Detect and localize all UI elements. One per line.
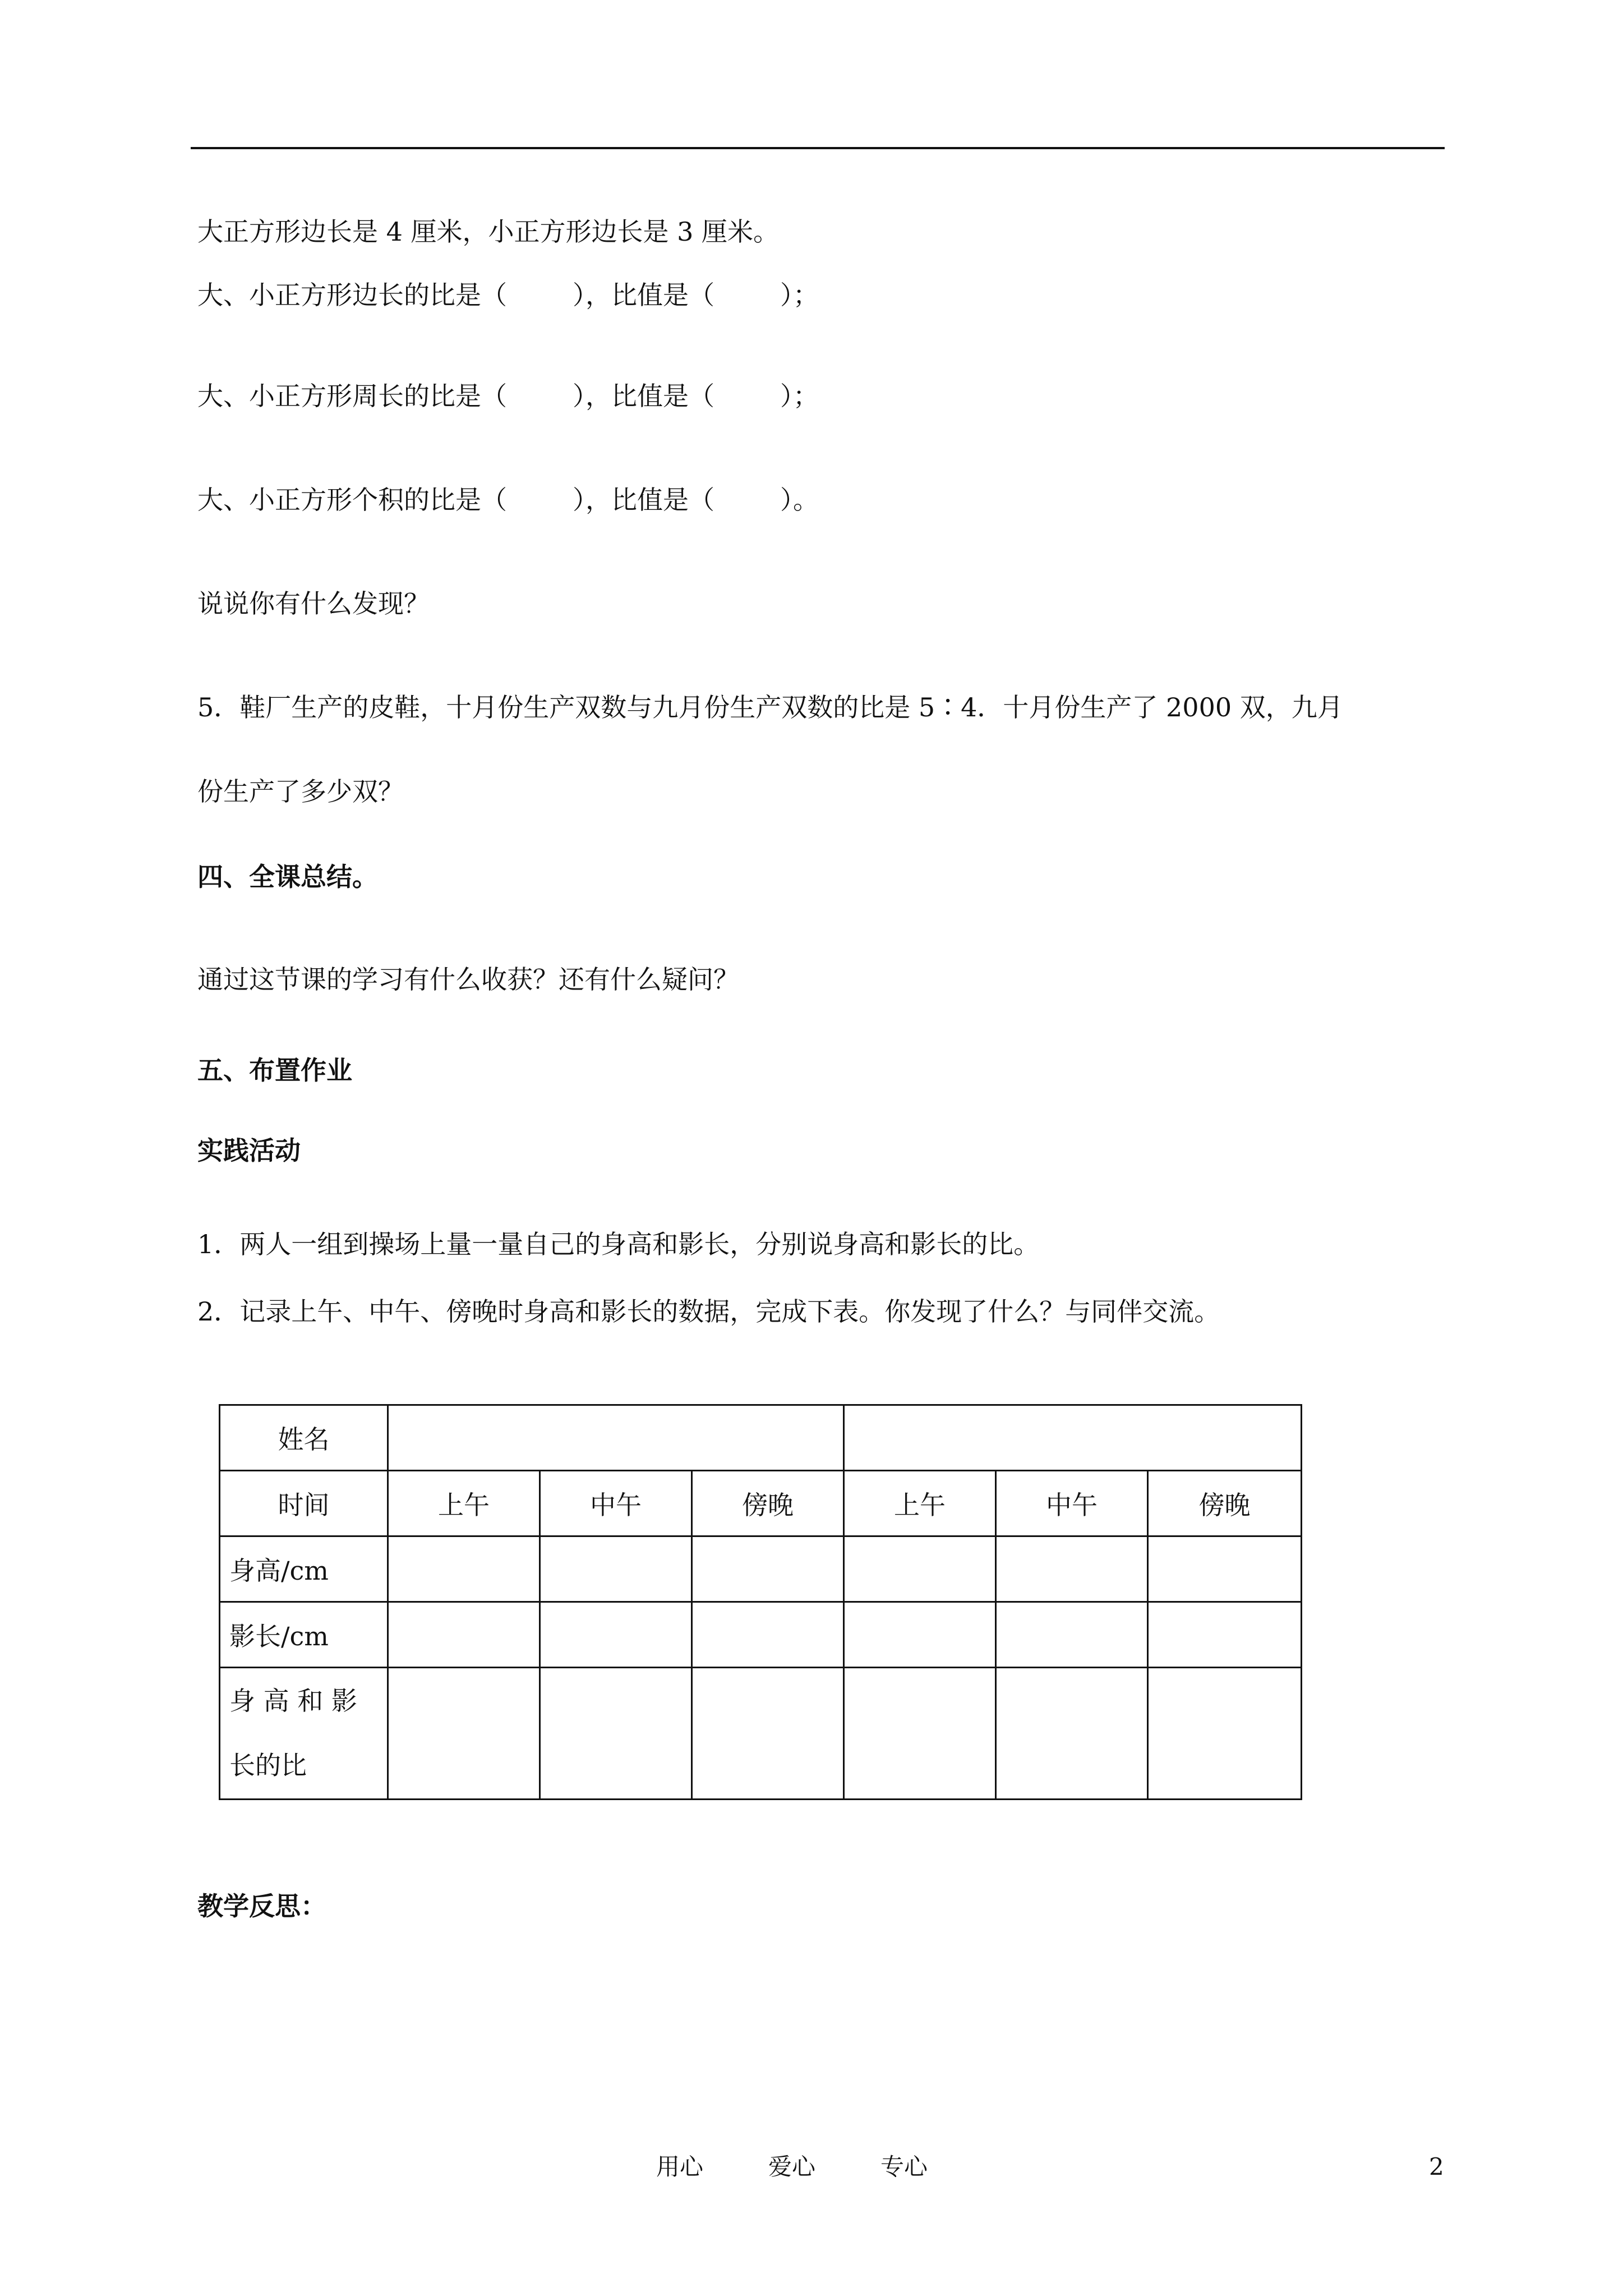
table-row	[220, 1471, 1302, 1536]
text-discovery: 说说你有什么发现？	[197, 588, 430, 619]
table-cell[interactable]	[388, 1536, 540, 1602]
text-side-ratio: 大、小正方形边长的比是（ ），比值是（ ）；	[197, 280, 819, 310]
table-row	[220, 1668, 1302, 1800]
table-cell[interactable]	[1148, 1602, 1302, 1668]
table-cell[interactable]	[996, 1536, 1148, 1602]
footer-motto-3: 专心	[880, 2153, 928, 2180]
table-row	[220, 1602, 1302, 1668]
question-5-line1: 5．鞋厂生产的皮鞋，十月份生产双数与九月份生产双数的比是 5∶4．十月份生产了 2000 双，九月	[197, 692, 1343, 723]
task-2: 2．记录上午、中午、傍晚时身高和影长的数据，完成下表。你发现了什么？与同伴交流。	[197, 1296, 1220, 1327]
table-cell[interactable]	[692, 1536, 844, 1602]
table-header-name: 姓名	[220, 1405, 388, 1471]
record-table	[219, 1404, 1302, 1800]
table-header-time: 时间	[220, 1471, 388, 1536]
table-header-ratio	[220, 1668, 388, 1800]
table-header-ratio-line2: 长的比	[229, 1750, 307, 1780]
section-5-heading: 五、布置作业	[197, 1055, 352, 1085]
table-cell[interactable]	[540, 1536, 692, 1602]
table-cell[interactable]	[540, 1668, 692, 1800]
table-cell[interactable]	[996, 1668, 1148, 1800]
table-header-ratio-line1: 身 高 和 影	[229, 1686, 357, 1716]
table-cell[interactable]	[844, 1536, 996, 1602]
table-cell[interactable]	[388, 1602, 540, 1668]
question-5-line2: 份生产了多少双？	[197, 776, 404, 807]
table-header-evening: 傍晚	[692, 1471, 844, 1536]
table-header-noon: 中午	[996, 1471, 1148, 1536]
table-header-evening: 傍晚	[1148, 1471, 1302, 1536]
table-cell[interactable]	[692, 1668, 844, 1800]
text-area-ratio: 大、小正方形个积的比是（ ），比值是（ ）。	[197, 485, 819, 515]
table-header-morning: 上午	[388, 1471, 540, 1536]
table-row	[220, 1405, 1302, 1471]
table-cell[interactable]	[1148, 1668, 1302, 1800]
activity-heading: 实践活动	[197, 1135, 301, 1166]
table-cell[interactable]	[692, 1602, 844, 1668]
footer-motto-2: 爱心	[768, 2153, 816, 2180]
table-cell-name-2[interactable]	[844, 1405, 1302, 1471]
footer-motto-1: 用心	[656, 2153, 704, 2180]
section-4-heading: 四、全课总结。	[197, 862, 378, 892]
table-header-morning: 上午	[844, 1471, 996, 1536]
text-square-sides: 大正方形边长是 4 厘米，小正方形边长是 3 厘米。	[197, 217, 780, 247]
table-cell[interactable]	[1148, 1536, 1302, 1602]
reflection-heading: 教学反思：	[197, 1891, 326, 1921]
table-header-shadow: 影长/cm	[220, 1602, 388, 1668]
table-cell-name-1[interactable]	[388, 1405, 844, 1471]
table-cell[interactable]	[844, 1602, 996, 1668]
table-cell[interactable]	[388, 1668, 540, 1800]
table-row	[220, 1536, 1302, 1602]
table-header-noon: 中午	[540, 1471, 692, 1536]
table-cell[interactable]	[996, 1602, 1148, 1668]
table-cell[interactable]	[844, 1668, 996, 1800]
text-perimeter-ratio: 大、小正方形周长的比是（ ），比值是（ ）；	[197, 381, 819, 411]
task-1: 1．两人一组到操场上量一量自己的身高和影长，分别说身高和影长的比。	[197, 1229, 1040, 1259]
table-header-height: 身高/cm	[220, 1536, 388, 1602]
header-rule	[191, 147, 1445, 149]
table-cell[interactable]	[540, 1602, 692, 1668]
text-summary: 通过这节课的学习有什么收获？还有什么疑问？	[197, 964, 739, 995]
page-number: 2	[1429, 2153, 1444, 2180]
